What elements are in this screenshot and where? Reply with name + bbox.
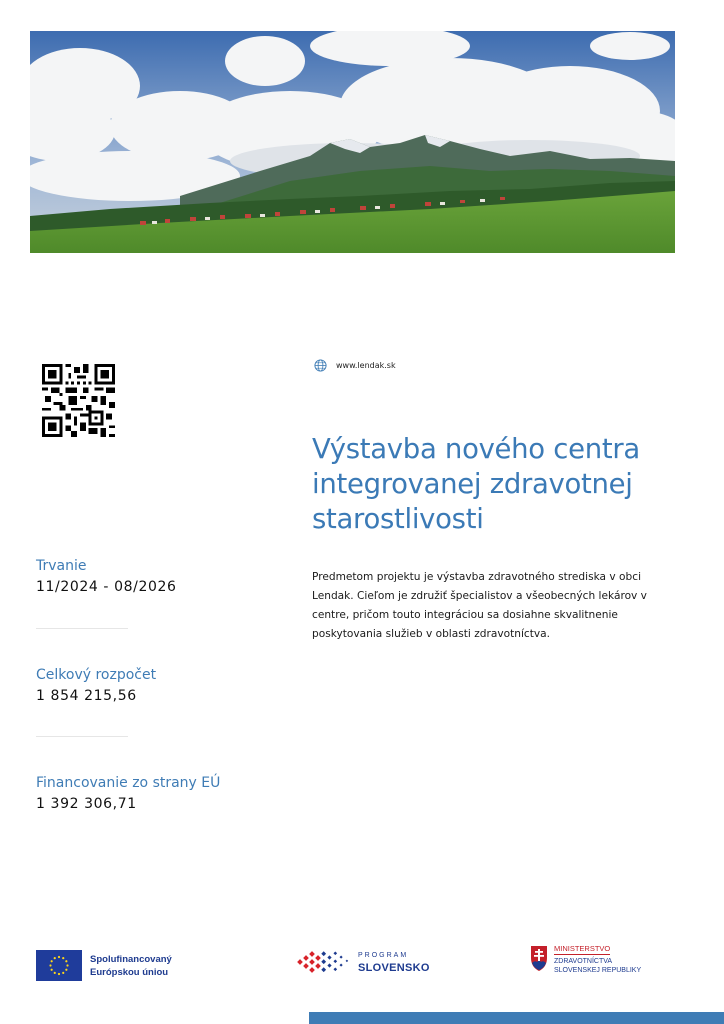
- qr-code: [42, 364, 115, 437]
- program-logo-line2: SLOVENSKO: [358, 962, 430, 974]
- eu-cofunded-logo: [36, 950, 172, 981]
- ministry-logo-line3: SLOVENSKEJ REPUBLIKY: [554, 967, 642, 974]
- duration-value: 11/2024 - 08/2026: [36, 579, 177, 595]
- eu-funding-block: [36, 774, 220, 813]
- program-slovensko-logo: [296, 946, 430, 978]
- slovak-coat-of-arms-icon: [530, 944, 548, 972]
- divider: [36, 628, 128, 629]
- eu-flag-icon: [36, 950, 82, 981]
- hero-image: [30, 31, 675, 253]
- ministry-logo: [530, 944, 641, 975]
- budget-value: 1 854 215,56: [36, 688, 137, 704]
- project-description: Predmetom projektu je výstavba zdravotného strediska v obci Lendak. Cieľom je združiť špecialistov a všeobecných lekárov v centre, pričom touto integráciou sa dosiahne skvalitnenie poskytovania služieb v oblasti zdravotníctva.: [312, 571, 647, 640]
- program-logo-line1: PROGRAM: [358, 952, 409, 959]
- budget-label: Celkový rozpočet: [36, 667, 157, 683]
- globe-icon: [314, 359, 327, 372]
- ministry-logo-line1: MINISTERSTVO: [554, 944, 611, 953]
- budget-block: [36, 666, 156, 705]
- eu-logo-line1: Spolufinancovaný: [90, 953, 172, 965]
- duration-block: [36, 557, 176, 596]
- project-title: Výstavba nového centra integrovanej zdravotnej starostlivosti: [312, 433, 640, 535]
- website-row[interactable]: [314, 356, 396, 374]
- eu-funding-value: 1 392 306,71: [36, 796, 137, 812]
- eu-logo-line2: Európskou úniou: [90, 966, 169, 978]
- ministry-logo-line2: ZDRAVOTNÍCTVA: [554, 958, 613, 965]
- eu-funding-label: Financovanie zo strany EÚ: [36, 775, 221, 791]
- duration-label: Trvanie: [36, 558, 87, 574]
- program-slovensko-mark-icon: [296, 946, 354, 978]
- footer-accent-bar: [309, 1012, 724, 1024]
- website-link[interactable]: www.lendak.sk: [336, 360, 396, 370]
- divider: [36, 736, 128, 737]
